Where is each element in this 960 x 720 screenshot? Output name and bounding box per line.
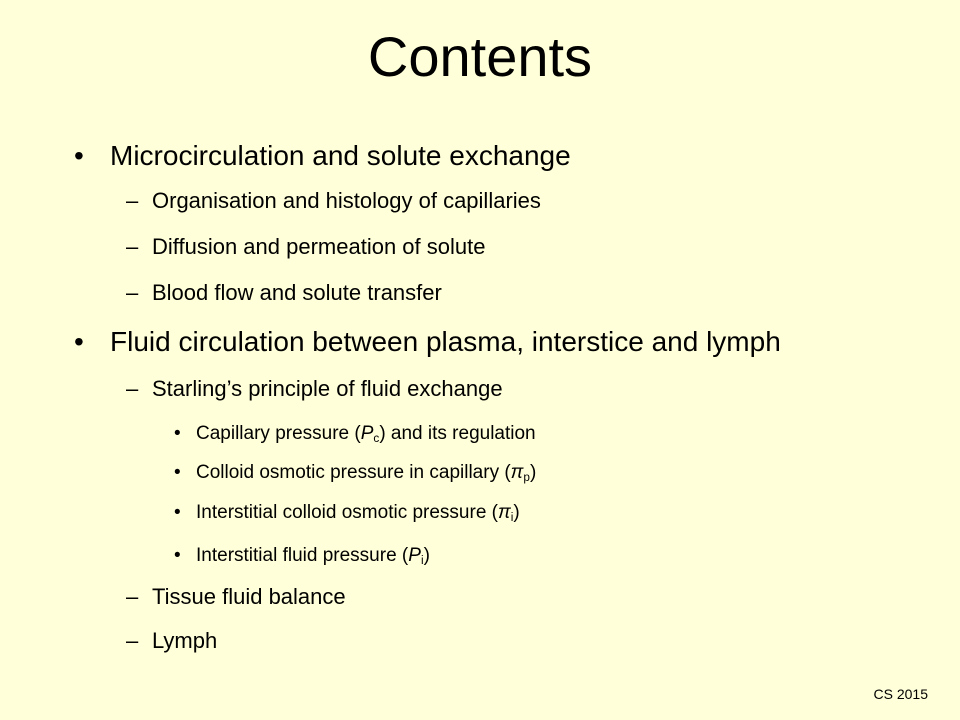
- bullet-text: Tissue fluid balance: [152, 584, 346, 609]
- bullet-marker: •: [174, 545, 181, 566]
- dash-marker: –: [126, 280, 139, 305]
- bullet-text: Blood flow and solute transfer: [152, 280, 442, 305]
- symbol: π: [498, 502, 511, 523]
- bullet-text: Microcirculation and solute exchange: [110, 140, 571, 171]
- bullet-text: Interstitial fluid pressure $(P_i)$: [196, 545, 430, 567]
- footer-label: CS 2015: [873, 686, 928, 702]
- bullet-marker: •: [74, 326, 84, 357]
- dash-marker: –: [126, 584, 139, 609]
- symbol: P: [408, 545, 421, 566]
- bullet-marker: •: [74, 140, 84, 171]
- dash-marker: –: [126, 234, 139, 259]
- bullet-marker: •: [174, 462, 181, 483]
- symbol: π: [510, 462, 524, 483]
- bullet-marker: •: [174, 502, 181, 523]
- symbol: P: [360, 423, 374, 444]
- bullet-text: Interstitial colloid osmotic pressure $(\pi_i)$: [196, 502, 520, 524]
- dash-marker: –: [126, 188, 139, 213]
- bullet-text: Diffusion and permeation of solute: [152, 234, 486, 259]
- bullet-text: Capillary pressure $(P_c)$ and its regulation: [196, 423, 536, 445]
- bullet-text: Starling’s principle of fluid exchange: [152, 376, 503, 401]
- bullet-text: Fluid circulation between plasma, interstice and lymph: [110, 326, 781, 357]
- dash-marker: –: [126, 376, 139, 401]
- bullet-marker: •: [174, 423, 181, 444]
- bullet-text: Organisation and histology of capillaries: [152, 188, 541, 213]
- slide-title: Contents: [367, 25, 593, 88]
- bullet-text: Colloid osmotic pressure in capillary $(\pi_p)$: [196, 462, 537, 484]
- dash-marker: –: [126, 628, 139, 653]
- bullet-text: Lymph: [152, 628, 218, 653]
